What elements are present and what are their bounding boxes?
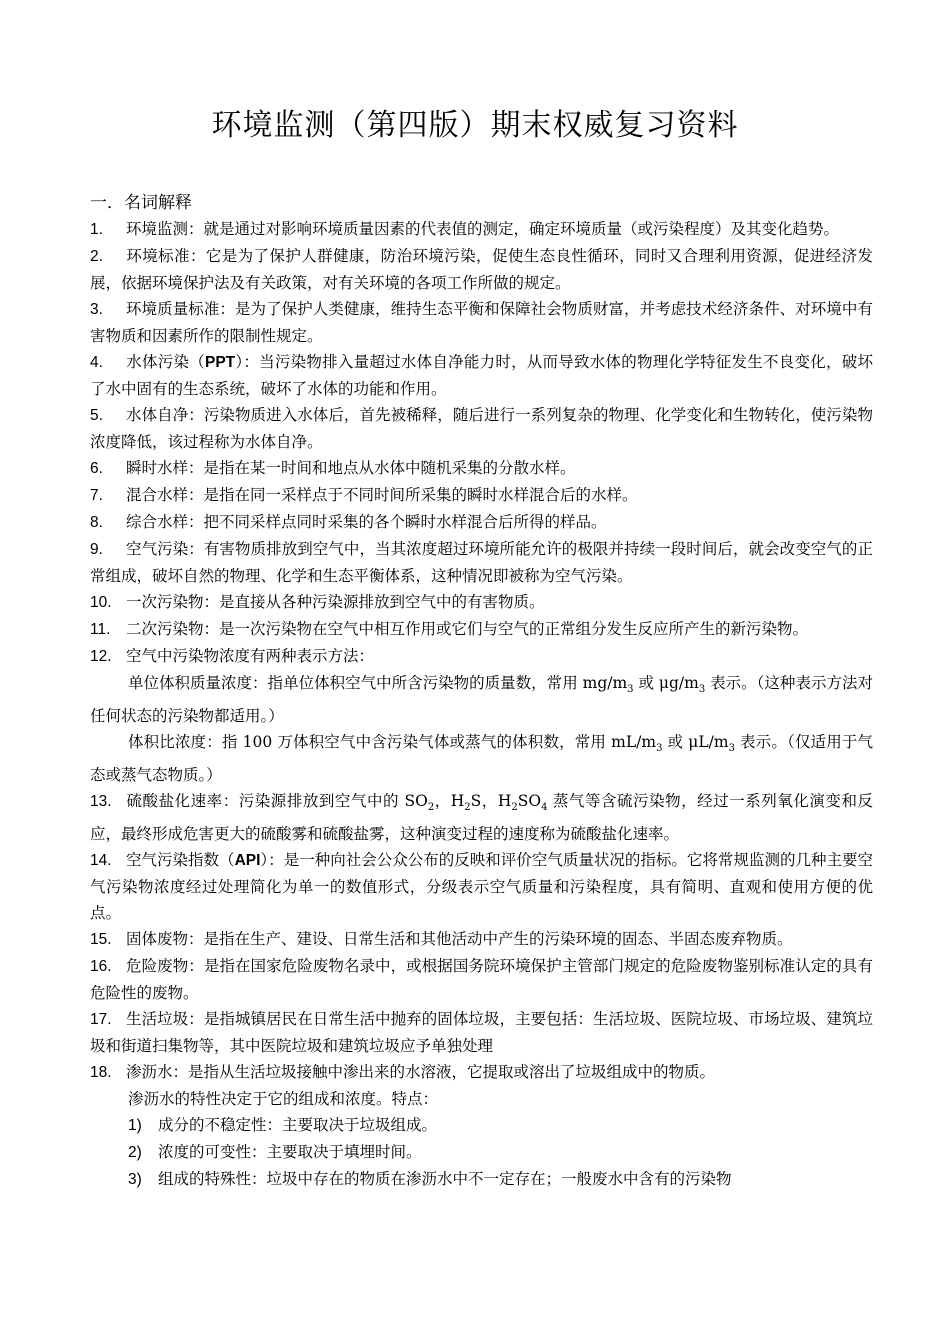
definition-item: 1. 环境监测：就是通过对影响环境质量因素的代表值的测定，确定环境质量（或污染程度）及其变化趋势。 [90,220,840,238]
concentration-mass: 单位体积质量浓度：指单位体积空气中所含污染物的质量数，常用 $mg/m_3$ 或 $\mu g/m_3$ 表示。（这种表示方法对任何状态的污染物都适用。） [90,674,873,726]
definition-item: 7. 混合水样：是指在同一采样点于不同时间所采集的瞬时水样混合后的水样。 [90,486,638,504]
definition-item: 11. 二次污染物：是一次污染物在空气中相互作用或它们与空气的正常组分发生反应所产生的新污染物。 [90,620,809,638]
definition-item: 15. 固体废物：是指在生产、建设、日常生活和其他活动中产生的污染环境的固态、半固态废弃物质。 [90,930,793,949]
page-title: 环境监测（第四版）期末权威复习资料 [211,108,739,143]
leachate-feature: 2) 浓度的可变性：主要取决于填埋时间。 [128,1143,422,1162]
definition-item: 6. 瞬时水样：是指在某一时间和地点从水体中随机采集的分散水样。 [90,459,576,477]
definition-item: 12. 空气中污染物浓度有两种表示方法： [90,647,375,665]
section-heading: 一．名词解释 [90,193,192,213]
definition-item: 10. 一次污染物：是直接从各种污染源排放到空气中的有害物质。 [90,593,545,611]
definition-item: 8. 综合水样：把不同采样点同时采集的各个瞬时水样混合后所得的样品。 [90,513,607,531]
definition-item: 4. 水体污染（PPT）：当污染物排入量超过水体自净能力时，从而导致水体的物理化学特征发生不良变化，破坏了水中固有的生态系统，破坏了水体的功能和作用。 [90,353,873,398]
definition-item: 17. 生活垃圾：是指城镇居民在日常生活中抛弃的固体垃圾，主要包括：生活垃圾、医院垃圾、市场垃圾、建筑垃圾和街道扫集物等，其中医院垃圾和建筑垃圾应予单独处理 [90,1010,873,1056]
definition-item: 9. 空气污染：有害物质排放到空气中，当其浓度超过环境所能允许的极限并持续一段时间后，就会改变空气的正常组成，破坏自然的物理、化学和生态平衡体系，这种情况即被称为空气污染。 [90,540,873,585]
definition-item: 18. 渗沥水：是指从生活垃圾接触中渗出来的水溶液，它提取或溶出了垃圾组成中的物质。 [90,1063,716,1082]
definition-item: 3. 环境质量标准：是为了保护人类健康，维持生态平衡和保障社会物质财富，并考虑技术经济条件、对环境中有害物质和因素所作的限制性规定。 [90,300,873,345]
definition-item: 13. 硫酸盐化速率：污染源排放到空气中的 $SO_2$，$H_2S$，$H_2SO_4$ 蒸气等含硫污染物，经过一系列氧化演变和反应，最终形成危害更大的硫酸雾和硫酸盐雾，这种演变过程的速度称为硫酸盐化速率。 [90,792,873,844]
leachate-feature: 3) 组成的特殊性：垃圾中存在的物质在渗沥水中不一定存在；一般废水中含有的污染物 [128,1170,732,1189]
leachate-note: 渗沥水的特性决定于它的组成和浓度。特点： [128,1090,439,1109]
definition-item: 16. 危险废物：是指在国家危险废物名录中，或根据国务院环境保护主管部门规定的危险废物鉴别标准认定的具有危险性的废物。 [90,957,873,1003]
definition-item: 14. 空气污染指数（API）：是一种向社会公众公布的反映和评价空气质量状况的指标。它将常规监测的几种主要空气污染物浓度经过处理简化为单一的数值形式，分级表示空气质量和污染程度，具有简明、直观和使用方便的优点。 [90,851,873,923]
concentration-volume: 体积比浓度：指 100 万体积空气中含污染气体或蒸气的体积数，常用 $mL/m_3$ 或 $\mu L/m_3$ 表示。（仅适用于气态或蒸气态物质。） [90,733,874,785]
definition-item: 2. 环境标准：它是为了保护人群健康，防治环境污染，促使生态良性循环，同时又合理利用资源，促进经济发展，依据环境保护法及有关政策，对有关环境的各项工作所做的规定。 [90,247,873,292]
document-body [90,190,873,1193]
leachate-feature: 1) 成分的不稳定性：主要取决于垃圾组成。 [128,1116,438,1135]
definition-item: 5. 水体自净：污染物质进入水体后，首先被稀释，随后进行一系列复杂的物理、化学变化和生物转化，使污染物浓度降低，该过程称为水体自净。 [90,406,873,451]
